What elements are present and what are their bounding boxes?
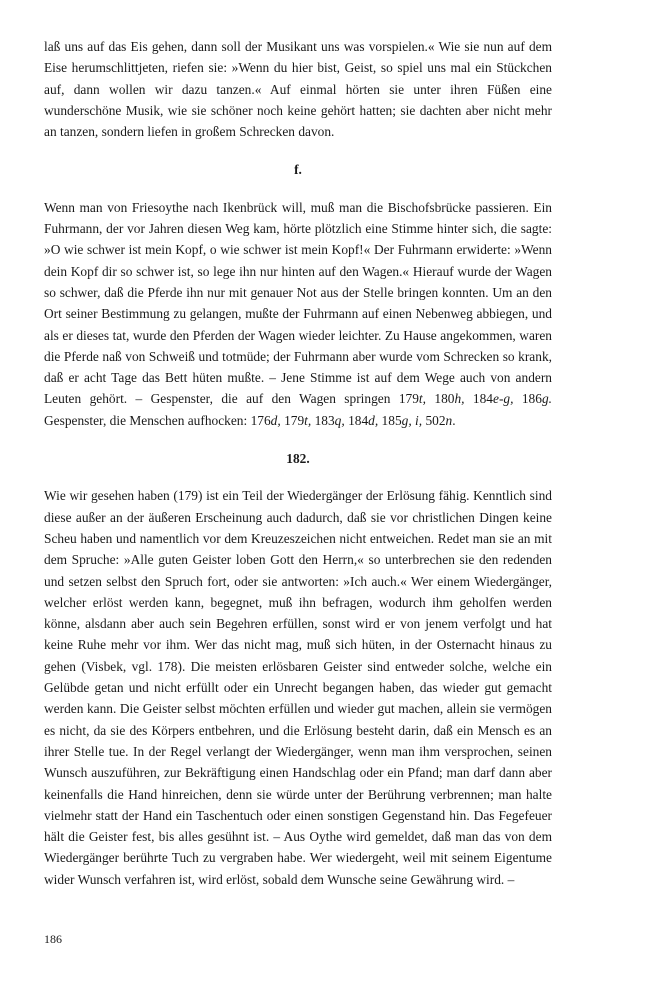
paragraph-section-f-main: Wenn man von Friesoythe nach Ikenbrück will, muß man die Bischofsbrücke passieren. Ein Fuhrmann, der vor Jahren diesen Weg kam, hörte plötzlich eine Stimme hinter sich, die sagte: »O wie schwer ist mein Kopf, o wie schwer ist mein Kopf!« Der Fuhrmann erwiderte: »Wenn dein Kopf dir so schwer ist, so lege ihn nur hinten auf den Wagen.« Hierauf wurde der Wagen so schwer, daß die Pferde ihn nur mit genauer Not aus der Stelle bringen konnten. Um an den Ort seiner Bestimmung zu gelangen, mußte der Fuhrmann auf einen Nebenweg abbiegen, und als er dieses tat, wurde den Pferden der Wagen wieder leichter. Zu Hause angekommen, waren die Pferde naß von Schweiß und totmüde; der Fuhrmann aber wurde vom Schrecken so krank, daß er acht Tage das Bett hüten mußte. – Jene Stimme ist auf dem Wege auch von andern Leuten gehört. – Gespenster, die auf den Wagen springen 179 — [44, 199, 552, 407]
section-heading-182: 182. — [286, 451, 310, 467]
paragraph-section-e-end: laß uns auf das Eis gehen, dann soll der Musikant uns was vorspielen.« Wie sie nun auf dem Eise herumschlittjeten, riefen sie: »Wenn du hier bist, Geist, so spiel uns mal ein Stückchen auf, dann wollen wir dazu tanzen.« Auf einmal hörten sie unter ihren Füßen eine wunderschöne Musik, wie sie schöner noch keine gehört hatten; sie dachten aber nicht mehr an tanzen, sondern liefen in großem Schrecken davon. — [44, 39, 552, 140]
paragraph-section-f-mid: Gespenster, die Menschen aufhocken: 176 — [44, 412, 271, 428]
page-content — [44, 36, 552, 890]
ref-suffix: d, — [270, 412, 281, 428]
ref-number: 502 — [422, 412, 446, 428]
ref-number: 184 — [344, 412, 369, 428]
ref-suffix: t, — [304, 412, 312, 428]
ref-number: 186 — [513, 391, 542, 407]
ref-suffix: n — [445, 412, 453, 428]
ref-suffix: g, i, — [401, 412, 423, 428]
ref-suffix: t, — [418, 391, 426, 407]
ref-suffix: g. — [541, 391, 552, 407]
ref-suffix: e-g, — [493, 391, 514, 407]
ref-suffix: q, — [334, 412, 345, 428]
ref-suffix: h, — [454, 391, 465, 407]
paragraph-section-f — [44, 197, 552, 431]
paragraph-end-punct: . — [452, 412, 456, 428]
ref-number: 180 — [425, 391, 455, 407]
ref-number: 179 — [280, 412, 305, 428]
paragraph-section-182: Wie wir gesehen haben (179) ist ein Teil der Wiedergänger der Erlösung fähig. Kenntlich sind diese außer an der äußeren Erscheinung auch dadurch, daß sie vor christlichen Dingen keine Scheu haben und namentlich vor dem Kreuzeszeichen nicht entweichen. Redet man sie an mit dem Spruche: »Alle guten Geister loben Gott den Herrn,« so unterbrechen sie den redenden und setzen selbst den Spruch fort, oder sie antworten: »Ich auch.« Wer einem Wiedergänger, welcher erlöst werden kann, begegnet, muß ihn befragen, wodurch ihm geholfen werden könne, alsdann aber auch sein Begehren erfüllen, sonst wird er von jenem verfolgt und hat keine Ruhe mehr vor ihm. Wer das nicht mag, muß sich hüten, in der Osternacht hinaus zu gehen (Visbek, vgl. 178). Die meisten erlösbaren Geister sind entweder solche, welche ein Gelübde getan und nicht erfüllt oder ein Unrecht begangen haben, das wieder gut gemacht werden kann. Die Geister selbst möchten erfüllen und wieder gut machen, allein sie vermögen es nicht, da sie des Körpers entbehren, und die Erlösung besteht darin, daß ein Mensch es an ihrer Stelle tue. In der Regel verlangt der Wiedergänger, wenn man ihm versprochen, seinen Wunsch auszuführen, zur Bekräftigung einen Handschlag oder ein Pfand; man darf dann aber keinenfalls die Hand hinreichen, denn sie würde unter der Berührung verbrennen; man halte vielmehr statt der Hand ein Taschentuch oder einen sonstigen Gegenstand hin. Das Fegefeuer hält die Geister fest, bis alles gesühnt ist. – Aus Oythe wird gemeldet, daß man das von dem Wiedergänger berührte Tuch zu vergraben habe. Wer wiedergeht, weil mit seinem Eigentume wider Wunsch verfahren ist, wird erlöst, sobald dem Wunsche seine Gewährung wird. – — [44, 488, 552, 887]
page-number: 186 — [44, 932, 62, 946]
ref-number: 185 — [378, 412, 402, 428]
section-heading-f: f. — [294, 162, 302, 178]
ref-number: 184 — [464, 391, 493, 407]
ref-suffix: d, — [368, 412, 379, 428]
ref-number: 183 — [311, 412, 335, 428]
